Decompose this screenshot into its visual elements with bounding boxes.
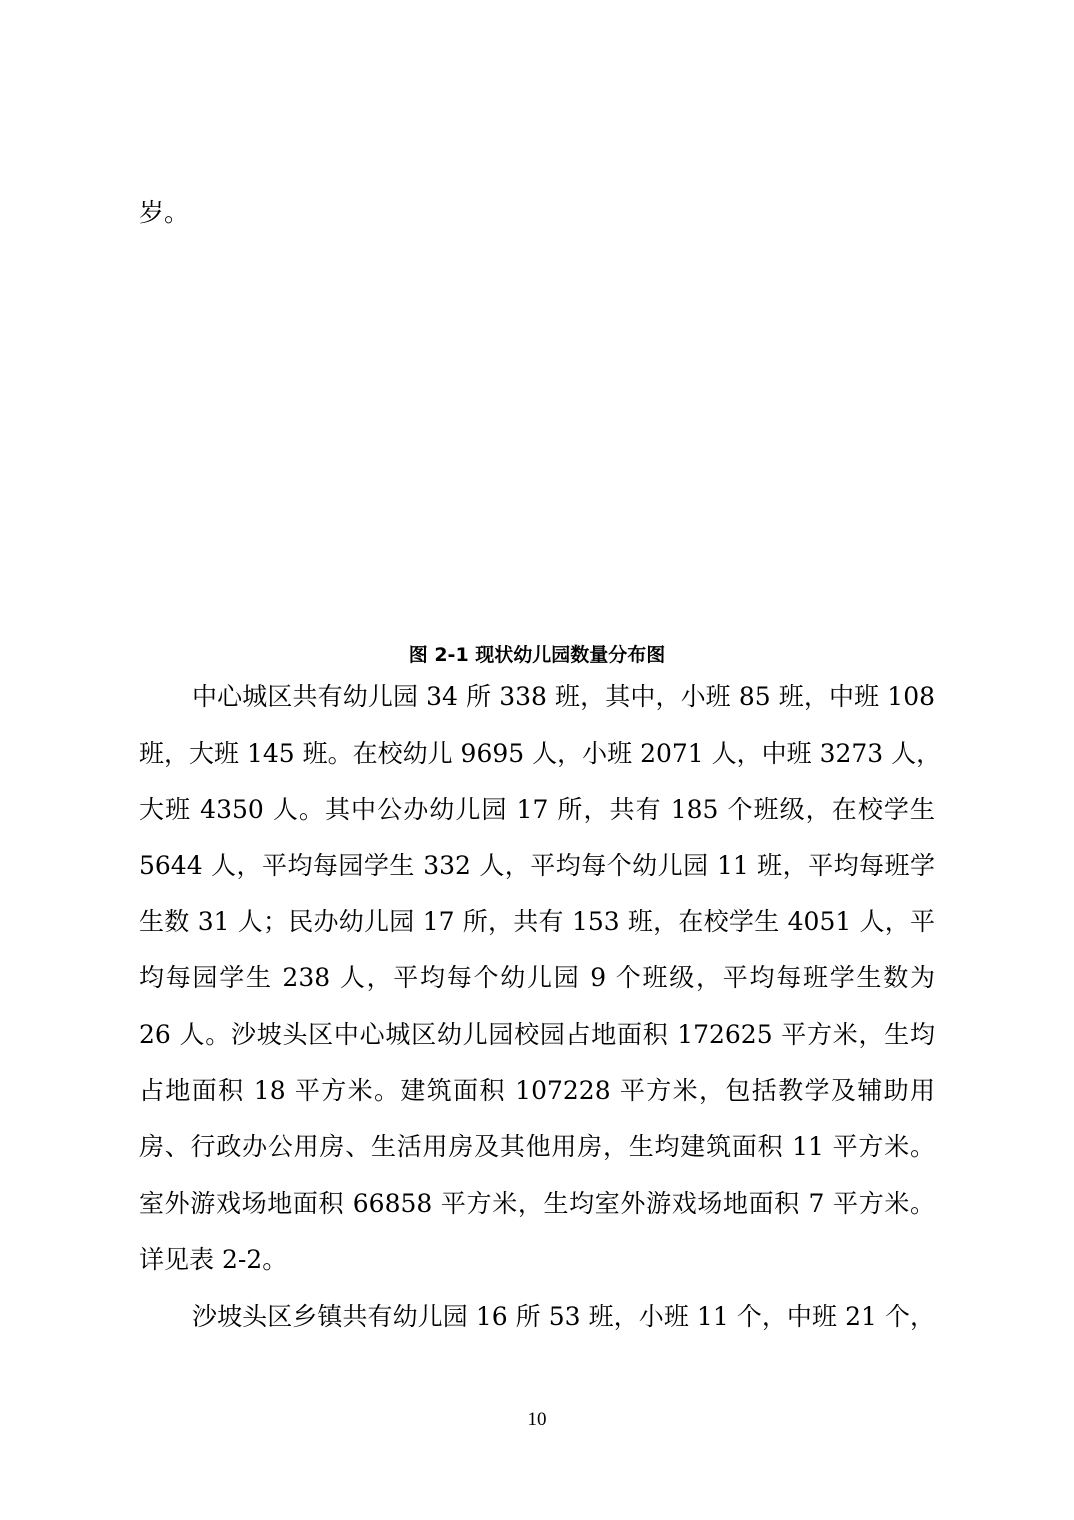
paragraph-line: 房、行政办公用房、生活用房及其他用房，生均建筑面积 11 平方米。 <box>139 1132 935 1161</box>
paragraph-line: 室外游戏场地面积 66858 平方米，生均室外游戏场地面积 7 平方米。 <box>139 1189 935 1218</box>
carry-over-text: 岁。 <box>139 198 190 227</box>
page-number: 10 <box>527 1409 547 1430</box>
paragraph-line: 均每园学生 238 人，平均每个幼儿园 9 个班级，平均每班学生数为 <box>139 963 935 992</box>
paragraph-line: 5644 人，平均每园学生 332 人，平均每个幼儿园 11 班，平均每班学 <box>139 851 935 880</box>
paragraph-line: 占地面积 18 平方米。建筑面积 107228 平方米，包括教学及辅助用 <box>139 1076 935 1105</box>
paragraph-line: 沙坡头区乡镇共有幼儿园 16 所 53 班，小班 11 个，中班 21 个， <box>192 1302 935 1331</box>
paragraph-line: 大班 4350 人。其中公办幼儿园 17 所，共有 185 个班级，在校学生 <box>139 795 935 824</box>
paragraph-line: 班，大班 145 班。在校幼儿 9695 人，小班 2071 人，中班 3273 人， <box>139 739 942 768</box>
paragraph-line: 26 人。沙坡头区中心城区幼儿园校园占地面积 172625 平方米，生均 <box>139 1020 935 1049</box>
paragraph-line: 中心城区共有幼儿园 34 所 338 班，其中，小班 85 班，中班 108 <box>192 682 935 711</box>
figure-caption: 图 2-1 现状幼儿园数量分布图 <box>408 644 666 666</box>
paragraph-line: 生数 31 人；民办幼儿园 17 所，共有 153 班，在校学生 4051 人，平 <box>139 907 935 936</box>
paragraph-line: 详见表 2-2。 <box>139 1245 288 1274</box>
